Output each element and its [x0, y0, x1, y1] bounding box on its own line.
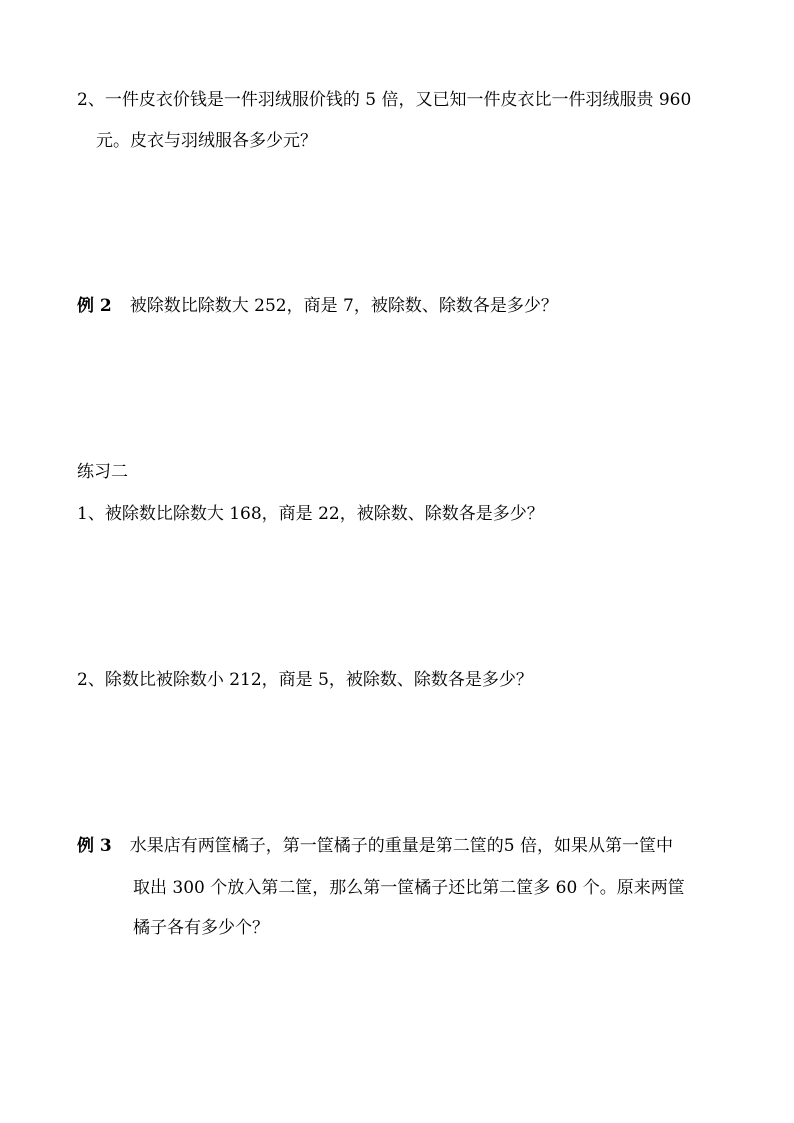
example-3-line-2: 取出 300 个放入第二筐，那么第一筐橘子还比第二筐多 60 个。原来两筐	[133, 878, 685, 898]
problem-2-line-2: 元。皮衣与羽绒服各多少元？	[96, 131, 317, 151]
example-3-label: 例 3	[77, 836, 112, 856]
practice-2-title: 练习二	[77, 462, 128, 482]
example-2-text: 被除数比除数大 252，商是 7，被除数、除数各是多少？	[129, 296, 558, 316]
example-2	[77, 295, 558, 317]
example-3-line-1	[77, 835, 673, 857]
example-3-text-1: 水果店有两筐橘子，第一筐橘子的重量是第二筐的5 倍，如果从第一筐中	[129, 836, 673, 856]
problem-2-line-1: 2、一件皮衣价钱是一件羽绒服价钱的 5 倍，又已知一件皮衣比一件羽绒服贵 960	[77, 90, 692, 110]
example-2-label: 例 2	[77, 296, 112, 316]
example-3-line-3: 橘子各有多少个？	[133, 918, 269, 938]
practice-2-question-1: 1、被除数比除数大 168，商是 22，被除数、除数各是多少？	[77, 504, 544, 524]
practice-2-question-2: 2、除数比被除数小 212，商是 5，被除数、除数各是多少？	[77, 670, 533, 690]
